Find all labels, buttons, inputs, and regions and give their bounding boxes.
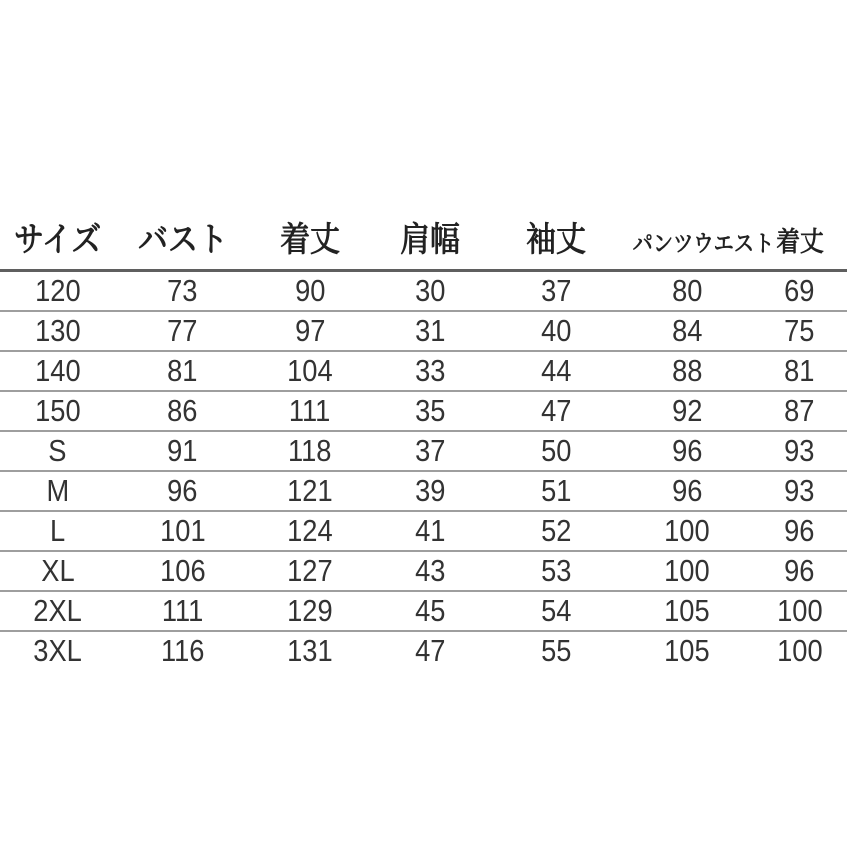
measurement-cell-bust [115, 551, 250, 591]
cell-value: 75 [784, 313, 815, 348]
cell-value: 39 [415, 473, 446, 508]
size-label-cell [0, 591, 115, 631]
column-header-size [0, 212, 115, 271]
cell-value: 80 [672, 273, 703, 308]
measurement-cell-bust [115, 631, 250, 670]
cell-value: 88 [672, 353, 703, 388]
measurement-cell-sleeve-length [490, 311, 622, 351]
measurement-cell-shoulder-width [370, 511, 490, 551]
cell-value: 40 [541, 313, 572, 348]
measurement-cell-pants-length [752, 511, 847, 551]
cell-value: 121 [287, 473, 333, 508]
measurement-cell-bust [115, 351, 250, 391]
cell-value: 97 [294, 313, 326, 348]
measurement-cell-sleeve-length [490, 551, 622, 591]
size-label-cell [0, 311, 115, 351]
measurement-cell-sleeve-length [490, 511, 622, 551]
measurement-cell-length [250, 391, 370, 431]
column-header-shoulder-width [370, 212, 490, 271]
measurement-cell-shoulder-width [370, 471, 490, 511]
cell-value: 96 [672, 433, 703, 468]
cell-value: 55 [541, 633, 572, 668]
size-label-cell [0, 511, 115, 551]
measurement-cell-shoulder-width [370, 551, 490, 591]
cell-value: 105 [664, 593, 711, 628]
measurement-cell-length [250, 311, 370, 351]
size-label-cell [0, 391, 115, 431]
cell-value: 90 [294, 273, 326, 308]
measurement-cell-pants-length [752, 391, 847, 431]
column-header-label: サイズ [13, 221, 102, 259]
cell-value: 33 [415, 353, 446, 388]
measurement-cell-pants-length [752, 311, 847, 351]
cell-value: 54 [541, 593, 572, 628]
cell-value: 93 [784, 473, 815, 508]
measurement-cell-bust [115, 311, 250, 351]
measurement-cell-bust [115, 271, 250, 312]
cell-value: 101 [159, 513, 206, 548]
measurement-cell-pants-waist [623, 471, 753, 511]
cell-value: 131 [287, 633, 333, 668]
cell-value: 30 [415, 273, 446, 308]
measurement-cell-sleeve-length [490, 631, 622, 670]
measurement-cell-shoulder-width [370, 391, 490, 431]
measurement-cell-pants-length [752, 271, 847, 312]
measurement-cell-length [250, 351, 370, 391]
measurement-cell-sleeve-length [490, 591, 622, 631]
table-row-2xl [0, 591, 847, 631]
cell-value: 111 [289, 393, 331, 428]
measurement-cell-length [250, 511, 370, 551]
cell-value: 73 [167, 273, 198, 308]
cell-value: 87 [784, 393, 815, 428]
cell-value: 124 [287, 513, 333, 548]
measurement-cell-sleeve-length [490, 271, 622, 312]
measurement-cell-pants-waist [623, 631, 753, 670]
measurement-cell-pants-waist [623, 591, 753, 631]
cell-value: 105 [664, 633, 711, 668]
cell-value: 100 [776, 593, 823, 628]
column-header-length [250, 212, 370, 271]
measurement-cell-pants-waist [623, 351, 753, 391]
cell-value: L [50, 513, 66, 548]
cell-value: 127 [287, 553, 333, 588]
cell-value: 50 [541, 433, 572, 468]
header-row [0, 212, 847, 271]
measurement-cell-pants-waist [623, 311, 753, 351]
cell-value: 91 [167, 433, 198, 468]
cell-value: 43 [415, 553, 446, 588]
measurement-cell-shoulder-width [370, 311, 490, 351]
column-header-label: バスト [137, 221, 228, 259]
size-label-cell [0, 271, 115, 312]
column-header-label: 袖丈 [526, 221, 587, 259]
column-header-bust [115, 212, 250, 271]
measurement-cell-length [250, 631, 370, 670]
size-label-cell [0, 631, 115, 670]
size-label-cell [0, 351, 115, 391]
measurement-cell-length [250, 431, 370, 471]
cell-value: 44 [541, 353, 572, 388]
column-header-sleeve-length [490, 212, 622, 271]
cell-value: M [46, 473, 69, 508]
measurement-cell-pants-waist [623, 511, 753, 551]
table-row-s [0, 431, 847, 471]
measurement-cell-pants-waist [623, 391, 753, 431]
measurement-cell-length [250, 591, 370, 631]
cell-value: 93 [784, 433, 815, 468]
column-header-pants-waist [623, 212, 774, 271]
table-row-130 [0, 311, 847, 351]
cell-value: 52 [541, 513, 572, 548]
measurement-cell-pants-length [752, 431, 847, 471]
cell-value: 47 [415, 633, 446, 668]
size-chart-table [0, 212, 847, 670]
column-header-label: 着丈 [775, 227, 824, 257]
cell-value: 51 [541, 473, 572, 508]
cell-value: 37 [541, 273, 572, 308]
cell-value: 150 [34, 393, 81, 428]
measurement-cell-pants-waist [623, 551, 753, 591]
table-row-120 [0, 271, 847, 312]
cell-value: 116 [160, 633, 205, 668]
measurement-cell-shoulder-width [370, 591, 490, 631]
measurement-cell-shoulder-width [370, 631, 490, 670]
size-label-cell [0, 471, 115, 511]
measurement-cell-pants-length [752, 471, 847, 511]
measurement-cell-sleeve-length [490, 431, 622, 471]
measurement-cell-pants-length [752, 551, 847, 591]
cell-value: 120 [34, 273, 81, 308]
measurement-cell-pants-waist [623, 271, 753, 312]
measurement-cell-bust [115, 391, 250, 431]
cell-value: 100 [664, 553, 711, 588]
cell-value: 111 [161, 593, 204, 628]
measurement-cell-pants-length [752, 591, 847, 631]
cell-value: 96 [167, 473, 198, 508]
table-row-150 [0, 391, 847, 431]
cell-value: 47 [541, 393, 572, 428]
measurement-cell-bust [115, 471, 250, 511]
size-chart-body [0, 271, 847, 671]
cell-value: 81 [784, 353, 815, 388]
cell-value: 2XL [33, 593, 82, 628]
measurement-cell-pants-length [752, 631, 847, 670]
cell-value: 92 [672, 393, 703, 428]
cell-value: 53 [541, 553, 572, 588]
measurement-cell-pants-waist [623, 431, 753, 471]
cell-value: 84 [672, 313, 703, 348]
measurement-cell-length [250, 471, 370, 511]
table-row-3xl [0, 631, 847, 670]
measurement-cell-bust [115, 511, 250, 551]
cell-value: 31 [415, 313, 446, 348]
cell-value: 104 [287, 353, 333, 388]
cell-value: 3XL [33, 633, 82, 668]
cell-value: 118 [288, 433, 332, 468]
table-row-140 [0, 351, 847, 391]
cell-value: 96 [672, 473, 703, 508]
cell-value: 77 [167, 313, 198, 348]
cell-value: 100 [664, 513, 711, 548]
table-row-m [0, 471, 847, 511]
size-chart-header [0, 212, 847, 271]
cell-value: S [48, 433, 67, 468]
cell-value: 96 [784, 513, 815, 548]
measurement-cell-sleeve-length [490, 351, 622, 391]
cell-value: 100 [776, 633, 823, 668]
table-row-l [0, 511, 847, 551]
measurement-cell-shoulder-width [370, 431, 490, 471]
column-header-label: 着丈 [280, 221, 340, 259]
cell-value: 129 [287, 593, 333, 628]
measurement-cell-length [250, 271, 370, 312]
measurement-cell-bust [115, 591, 250, 631]
cell-value: 96 [784, 553, 815, 588]
measurement-cell-sleeve-length [490, 391, 622, 431]
cell-value: 86 [167, 393, 198, 428]
cell-value: XL [40, 553, 75, 588]
measurement-cell-length [250, 551, 370, 591]
measurement-cell-shoulder-width [370, 271, 490, 312]
cell-value: 69 [784, 273, 815, 308]
measurement-cell-bust [115, 431, 250, 471]
measurement-cell-sleeve-length [490, 471, 622, 511]
cell-value: 106 [159, 553, 206, 588]
size-label-cell [0, 431, 115, 471]
cell-value: 37 [415, 433, 446, 468]
measurement-cell-pants-length [752, 351, 847, 391]
cell-value: 45 [415, 593, 446, 628]
column-header-label: パンツウエスト [632, 230, 774, 256]
size-chart-container [0, 212, 847, 670]
cell-value: 81 [167, 353, 198, 388]
column-header-label: 肩幅 [400, 221, 461, 259]
cell-value: 130 [34, 313, 81, 348]
cell-value: 35 [415, 393, 446, 428]
measurement-cell-shoulder-width [370, 351, 490, 391]
size-label-cell [0, 551, 115, 591]
cell-value: 140 [34, 353, 81, 388]
table-row-xl [0, 551, 847, 591]
cell-value: 41 [415, 513, 446, 548]
